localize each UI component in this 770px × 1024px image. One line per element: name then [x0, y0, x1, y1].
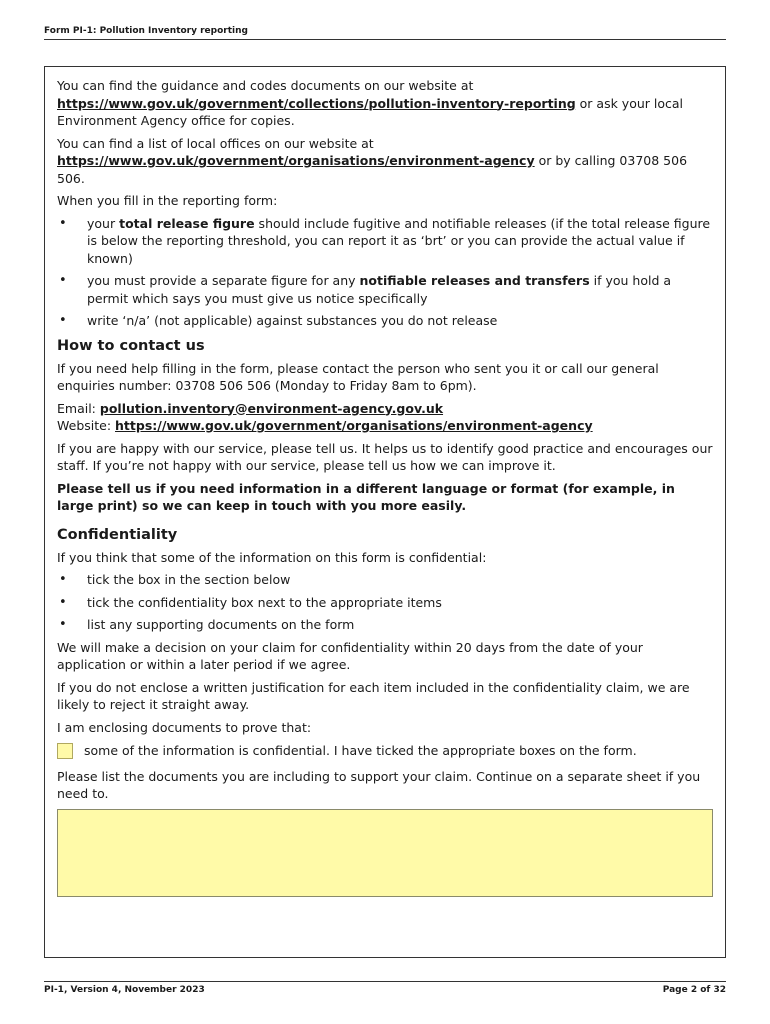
- confidentiality-heading: Confidentiality: [57, 526, 178, 543]
- format-request-paragraph: Please tell us if you need information in a different language or format (for example, in large print) so we can keep in touch with you more easily.: [57, 480, 675, 513]
- content-box: [44, 66, 726, 958]
- form-version: PI-1, Version 4, November 2023: [44, 985, 205, 995]
- email-link[interactable]: pollution.inventory@environment-agency.gov.uk: [99, 400, 444, 416]
- website-link[interactable]: https://www.gov.uk/government/organisations/environment-agency: [115, 418, 593, 433]
- list-item: • your total release figure should include fugitive and notifiable releases (if the total release figure is below the reporting threshold, you can report it as ‘brt’ or you can provide the actual value if known): [57, 215, 713, 268]
- fill-in-list: [57, 215, 713, 330]
- confidentiality-list: [57, 571, 713, 634]
- local-offices-link[interactable]: https://www.gov.uk/government/organisations/environment-agency: [57, 153, 535, 168]
- page-footer: [44, 981, 726, 995]
- list-item: • you must provide a separate figure for any notifiable releases and transfers if you hold a permit which says you must give us notice specifically: [57, 272, 713, 307]
- contact-details: Email: pollution.inventory@environment-agency.gov.uk Website: https://www.gov.uk/government/organisations/environment-agency: [57, 400, 593, 433]
- contact-heading: How to contact us: [57, 337, 205, 354]
- local-offices-paragraph: You can find a list of local offices on our website at https://www.gov.uk/government/organisations/environment-agency or by calling 03708 506 506.: [57, 135, 688, 186]
- list-item: • list any supporting documents on the form: [57, 616, 713, 634]
- page-header: Form PI-1: Pollution Inventory reporting: [44, 26, 726, 40]
- feedback-paragraph: If you are happy with our service, please tell us. It helps us to identify good practice and encourages our staff. If you’re not happy with our service, please tell us how we can improve it.: [57, 440, 713, 473]
- list-item: • tick the box in the section below: [57, 571, 713, 589]
- guidance-link[interactable]: https://www.gov.uk/government/collections/pollution-inventory-reporting: [57, 95, 576, 111]
- documents-instruction: Please list the documents you are including to support your claim. Continue on a separate sheet if you need to.: [57, 768, 701, 801]
- page-number: Page 2 of 32: [662, 985, 726, 995]
- decision-paragraph: We will make a decision on your claim for confidentiality within 20 days from the date of your application or within a later period if we agree.: [57, 639, 643, 672]
- fill-in-intro: When you fill in the reporting form:: [57, 193, 278, 208]
- confidential-checkbox-row: [57, 742, 713, 760]
- confidentiality-intro: If you think that some of the information on this form is confidential:: [57, 549, 487, 565]
- contact-help-paragraph: If you need help filling in the form, please contact the person who sent you it or call our general enquiries number: 03708 506 506 (Monday to Friday 8am to 6pm).: [57, 360, 659, 393]
- list-item: • tick the confidentiality box next to the appropriate items: [57, 594, 713, 612]
- confidential-checkbox[interactable]: [57, 743, 73, 759]
- confidential-checkbox-label: some of the information is confidential. I have ticked the appropriate boxes on the form.: [84, 743, 637, 758]
- supporting-documents-field[interactable]: [57, 809, 713, 897]
- list-item: • write ‘n/a’ (not applicable) against substances you do not release: [57, 312, 713, 330]
- guidance-paragraph: You can find the guidance and codes documents on our website at https://www.gov.uk/government/collections/pollution-inventory-reporting or ask your local Environment Agency office for copies.: [57, 78, 684, 128]
- enclosing-label: I am enclosing documents to prove that:: [57, 719, 312, 735]
- justification-paragraph: If you do not enclose a written justification for each item included in the confidentiality claim, we are likely to reject it straight away.: [57, 679, 690, 712]
